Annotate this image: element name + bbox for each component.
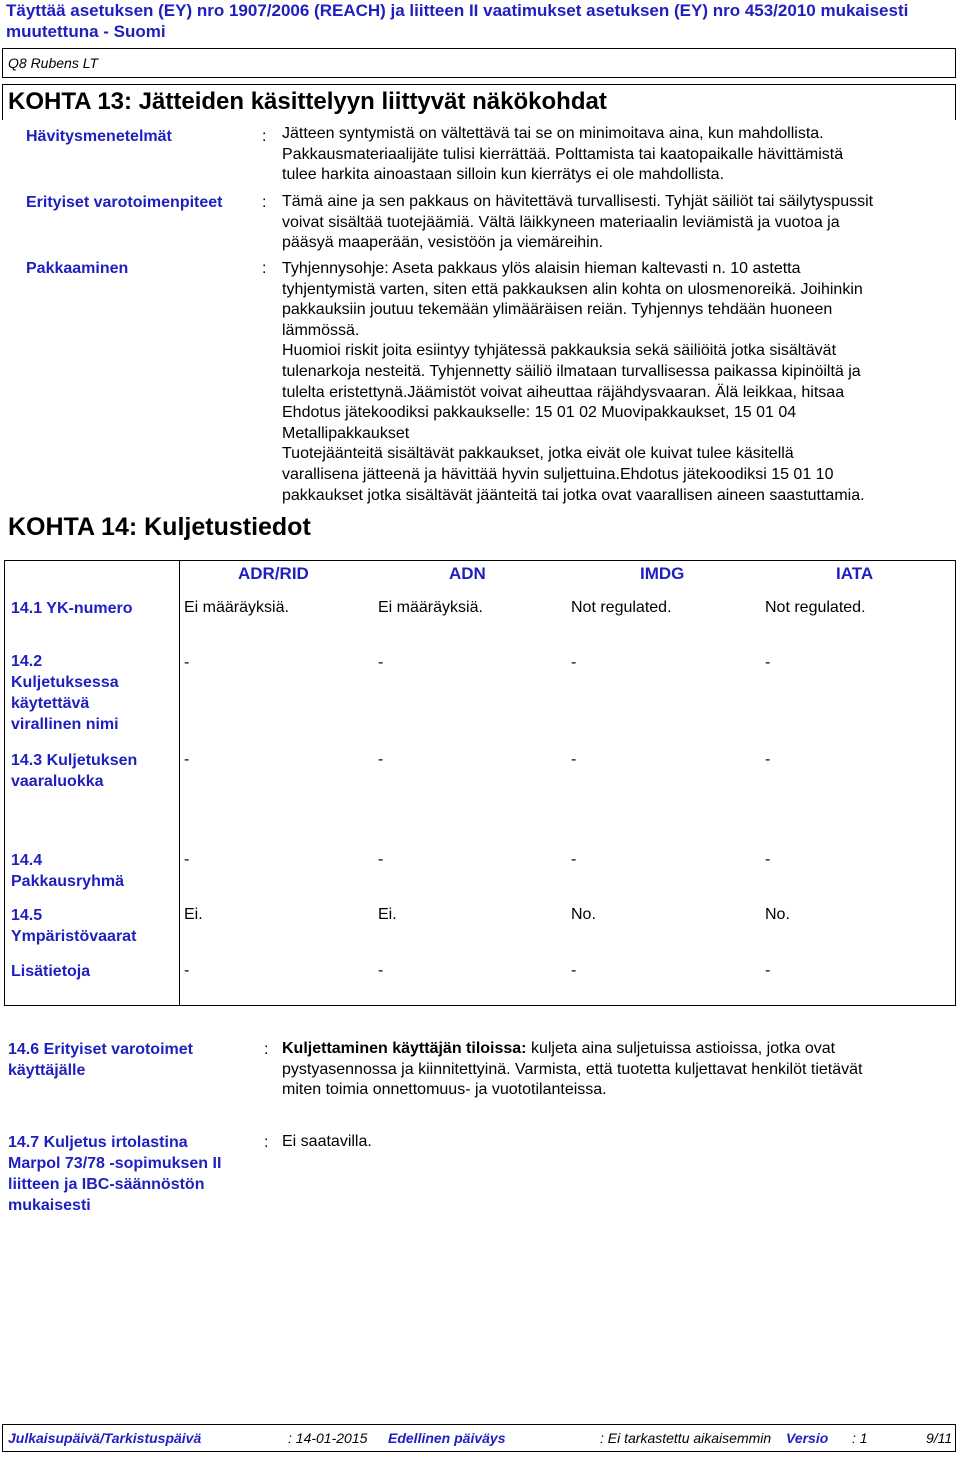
- text-line: Tyhjennysohje: Aseta pakkaus ylös alaisin hieman kaltevasti n. 10 astetta: [282, 260, 801, 277]
- footer-version-label: Versio: [786, 1430, 829, 1446]
- text-line: Tämä aine ja sen pakkaus on hävitettävä turvallisesti. Tyhjät säiliöt tai säilytyspussit: [282, 193, 874, 210]
- cell-adr-environmental-hazards: Ei.: [184, 906, 203, 923]
- packaging-colon: :: [262, 260, 267, 277]
- row-label-line: Ympäristövaarat: [11, 928, 137, 945]
- footer-previous-value: : Ei tarkastettu aikaisemmin: [600, 1430, 772, 1446]
- row-label-shipping-name: [11, 651, 119, 735]
- column-header-adn: ADN: [449, 564, 486, 583]
- row-label-line: käytettävä: [11, 695, 90, 712]
- table-border-top: [4, 560, 956, 561]
- text-line: [282, 1039, 952, 1060]
- text-line: Jätteen syntymistä on vältettävä tai se on minimoitava aina, kun mahdollista.: [282, 125, 824, 142]
- cell-iata-packing-group: -: [765, 851, 771, 868]
- row-label-packing-group: [11, 850, 124, 892]
- disposal-methods-text: [282, 124, 952, 186]
- row-label-line: 14.3 Kuljetuksen: [11, 752, 138, 769]
- cell-imdg-packing-group: -: [571, 851, 577, 868]
- column-header-imdg: IMDG: [640, 564, 685, 583]
- row-label-line: 14.4: [11, 852, 43, 869]
- row-label-hazard-class: [11, 750, 137, 792]
- row-label-line: 14.1 YK-numero: [11, 600, 133, 617]
- footer-version-value: : 1: [852, 1430, 868, 1446]
- row-label-line: 14.2: [11, 653, 43, 670]
- row-label-line: 14.5: [11, 907, 43, 924]
- packaging-label: Pakkaaminen: [26, 260, 129, 277]
- row-label-line: virallinen nimi: [11, 716, 119, 733]
- row-label-line: Kuljetuksessa: [11, 674, 119, 691]
- label-line: Marpol 73/78 -sopimuksen II: [8, 1155, 222, 1172]
- column-header-iata: IATA: [836, 564, 874, 583]
- table-column-divider: [179, 560, 180, 1006]
- footer-page-number: 9/11: [926, 1430, 953, 1446]
- text-line: voivat sisältää tuotejäämiä. Vältä läikkyneen materiaalin leviämistä ja vuotoa ja: [282, 213, 840, 231]
- cell-imdg-environmental-hazards: No.: [571, 906, 596, 923]
- text-line: lämmössä.: [282, 321, 360, 339]
- row-label-line: vaaraluokka: [11, 773, 104, 790]
- special-precautions-user-label: [8, 1039, 193, 1081]
- text-line: tyhjentymistä varten, siten että pakkauksen alin kohta on ulosmenoreikä. Joihinkin: [282, 280, 863, 298]
- text-line: Pakkausmateriaalijäte tulisi kierrättää. Polttamista tai kaatopaikalle hävittämistä: [282, 145, 844, 163]
- cell-adn-un-number: Ei määräyksiä.: [378, 599, 483, 616]
- bulk-transport-value: Ei saatavilla.: [282, 1133, 372, 1150]
- cell-imdg-additional-info: -: [571, 962, 577, 979]
- bold-intro: Kuljettaminen käyttäjän tiloissa:: [282, 1040, 527, 1057]
- footer-issue-label: Julkaisupäivä/Tarkistuspäivä: [8, 1430, 202, 1446]
- label-line: 14.7 Kuljetus irtolastina: [8, 1134, 188, 1151]
- row-label-un-number: [11, 598, 133, 619]
- row-label-line: Pakkausryhmä: [11, 873, 124, 890]
- section14-heading: KOHTA 14: Kuljetustiedot: [8, 513, 311, 541]
- row-label-additional-info: [11, 961, 90, 982]
- cell-adn-shipping-name: -: [378, 654, 384, 671]
- label-line: mukaisesti: [8, 1197, 91, 1214]
- cell-adr-shipping-name: -: [184, 654, 190, 671]
- cell-iata-shipping-name: -: [765, 654, 771, 671]
- table-border-left: [4, 560, 5, 1006]
- table-border-right: [955, 560, 956, 1006]
- cell-adr-un-number: Ei määräyksiä.: [184, 599, 289, 616]
- cell-imdg-shipping-name: -: [571, 654, 577, 671]
- text-line: tulenarkoja nesteitä. Tyhjennetty säiliö ilmataan turvallisessa paikassa kipinöiltä ja: [282, 362, 861, 380]
- cell-adn-additional-info: -: [378, 962, 384, 979]
- text-line: tulee harkita ainoastaan silloin kun kierrätys ei ole mahdollista.: [282, 166, 725, 184]
- cell-adn-hazard-class: -: [378, 751, 384, 768]
- text-line: miten toimia onnettomuus- ja vuototilanteissa.: [282, 1081, 607, 1099]
- disposal-methods-label: Hävitysmenetelmät: [26, 128, 172, 145]
- text-line: varallisena jätteenä ja hävittää hyvin suljettuina.Ehdotus jätekoodiksi 15 01 10: [282, 465, 834, 483]
- footer-issue-value: : 14-01-2015: [288, 1430, 368, 1446]
- text-line: pystyasennossa ja kiinnitettyinä. Varmista, että tuotetta kuljettavat henkilöt tietävät: [282, 1060, 863, 1078]
- text-line: Ehdotus jätekoodiksi pakkaukselle: 15 01 02 Muovipakkaukset, 15 01 04: [282, 404, 797, 422]
- special-precautions-label: Erityiset varotoimenpiteet: [26, 194, 223, 211]
- cell-adr-packing-group: -: [184, 851, 190, 868]
- special-precautions-colon: :: [262, 194, 267, 211]
- text-line: pääsyä maaperään, vesistöön ja viemäreihin.: [282, 234, 604, 252]
- text-line: Tuotejäänteitä sisältävät pakkaukset, jotka eivät ole kuivat tulee käsitellä: [282, 445, 794, 463]
- cell-adr-additional-info: -: [184, 962, 190, 979]
- label-line: käyttäjälle: [8, 1062, 86, 1079]
- label-line: liitteen ja IBC-säännöstön: [8, 1176, 205, 1193]
- text-line: pakkaukset jotka sisältävät jäänteitä tai jotka ovat vaarallisen aineen saastuttamia.: [282, 486, 865, 504]
- bulk-transport-label: [8, 1132, 221, 1216]
- packaging-text: [282, 259, 952, 506]
- cell-iata-un-number: Not regulated.: [765, 599, 866, 616]
- text-line: Huomioi riskit joita esiintyy tyhjätessä pakkauksia sekä säiliöitä jotka sisältävät: [282, 342, 837, 360]
- bulk-transport-colon: :: [264, 1134, 269, 1151]
- text-line: tulelta eristettynä.Jäämistöt voivat aiheuttaa räjähdysvaaran. Älä leikkaa, hitsaa: [282, 383, 845, 401]
- cell-iata-environmental-hazards: No.: [765, 906, 790, 923]
- line-rest: kuljeta aina suljetuissa astioissa, jotka ovat: [526, 1040, 836, 1057]
- cell-imdg-hazard-class: -: [571, 751, 577, 768]
- table-border-bottom: [4, 1005, 956, 1006]
- text-line: Metallipakkaukset: [282, 424, 410, 442]
- label-line: 14.6 Erityiset varotoimet: [8, 1041, 193, 1058]
- cell-iata-additional-info: -: [765, 962, 771, 979]
- footer-previous-label: Edellinen päiväys: [388, 1430, 506, 1446]
- product-name: Q8 Rubens LT: [8, 55, 99, 71]
- cell-iata-hazard-class: -: [765, 751, 771, 768]
- special-precautions-user-colon: :: [264, 1041, 269, 1058]
- text-line: pakkauksiin joutuu tekemään ylimääräisen reiän. Tyhjennys tehdään huoneen: [282, 301, 833, 319]
- product-name-box: [2, 48, 956, 78]
- cell-imdg-un-number: Not regulated.: [571, 599, 672, 616]
- cell-adr-hazard-class: -: [184, 751, 190, 768]
- disposal-methods-colon: :: [262, 128, 267, 145]
- special-precautions-user-text: [282, 1039, 952, 1101]
- section13-heading: KOHTA 13: Jätteiden käsittelyyn liittyvät näkökohdat: [8, 88, 607, 115]
- row-label-environmental-hazards: [11, 905, 136, 947]
- row-label-line: Lisätietoja: [11, 963, 91, 980]
- special-precautions-text: [282, 192, 952, 254]
- cell-adn-packing-group: -: [378, 851, 384, 868]
- column-header-adr-rid: ADR/RID: [238, 564, 309, 583]
- document-title: Täyttää asetuksen (EY) nro 1907/2006 (REACH) ja liitteen II vaatimukset asetuksen (EY) nro 453/2010 mukaisesti muutettuna - Suomi: [6, 1, 909, 41]
- cell-adn-environmental-hazards: Ei.: [378, 906, 397, 923]
